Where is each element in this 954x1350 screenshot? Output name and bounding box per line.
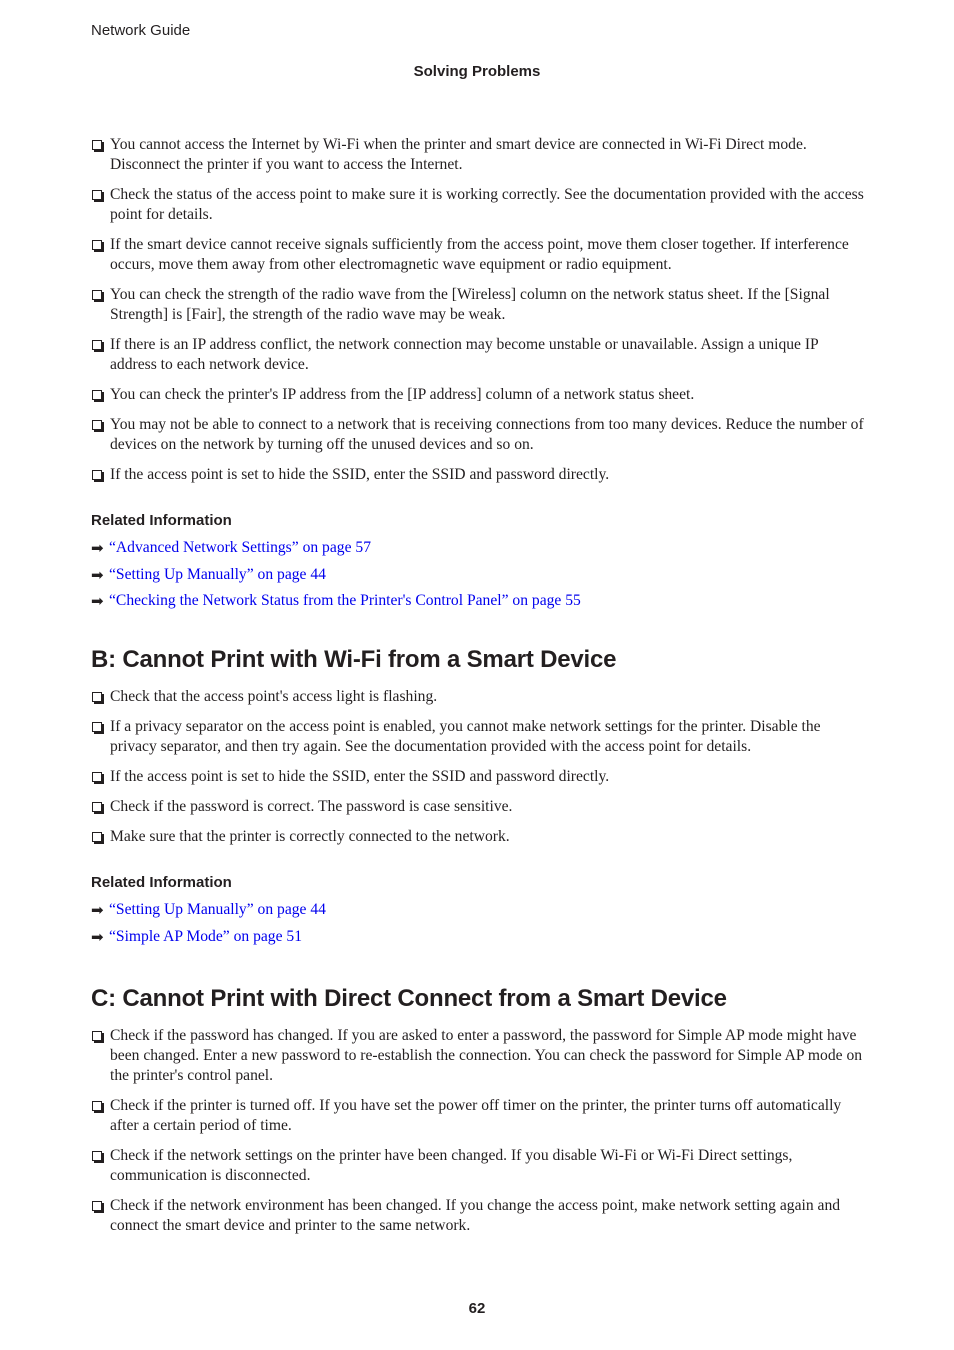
checkbox-bullet-icon <box>92 340 102 350</box>
list-item <box>91 285 866 325</box>
list-item-text: If a privacy separator on the access point is enabled, you cannot make network settings for the printer. Disable the privacy separator, and then try again. See the documentation provided with the access point for details. <box>110 718 821 755</box>
arrow-right-icon: ➡ <box>91 901 104 919</box>
link-advanced-network-settings[interactable]: “Advanced Network Settings” on page 57 <box>109 539 371 556</box>
section-heading-b: B: Cannot Print with Wi-Fi from a Smart Device <box>91 646 617 673</box>
list-item <box>91 1196 866 1236</box>
related-link-item <box>91 565 866 585</box>
list-item-text: If there is an IP address conflict, the network connection may become unstable or unavailable. Assign a unique IP address to each network device. <box>110 336 819 373</box>
checkbox-bullet-icon <box>92 1031 102 1041</box>
section-a-list <box>91 135 866 485</box>
page-number: 62 <box>468 1300 486 1317</box>
checkbox-bullet-icon <box>92 772 102 782</box>
checkbox-bullet-icon <box>92 1101 102 1111</box>
arrow-right-icon: ➡ <box>91 592 104 610</box>
checkbox-bullet-icon <box>92 240 102 250</box>
list-item <box>91 827 866 847</box>
list-item-text: You cannot access the Internet by Wi-Fi when the printer and smart device are connected in Wi-Fi Direct mode. Disconnect the printer if you want to access the Internet. <box>110 136 807 173</box>
checkbox-bullet-icon <box>92 420 102 430</box>
header-doc-title: Network Guide <box>91 22 191 39</box>
list-item <box>91 1096 866 1136</box>
list-item <box>91 797 866 817</box>
list-item-text: Check if the password is correct. The password is case sensitive. <box>110 798 513 815</box>
list-item-text: Check if the printer is turned off. If you have set the power off timer on the printer, the printer turns off automatically after a certain period of time. <box>110 1096 842 1134</box>
link-setting-up-manually[interactable]: “Setting Up Manually” on page 44 <box>109 901 326 918</box>
section-heading-c: C: Cannot Print with Direct Connect from a Smart Device <box>91 984 727 1012</box>
checkbox-bullet-icon <box>92 802 102 812</box>
link-simple-ap-mode[interactable]: “Simple AP Mode” on page 51 <box>109 927 303 945</box>
header-section-title: Solving Problems <box>413 63 541 80</box>
list-item-text: Check if the network settings on the printer have been changed. If you disable Wi-Fi or Wi-Fi Direct settings, communication is disconnected. <box>110 1146 793 1184</box>
list-item-text: Check if the password has changed. If you are asked to enter a password, the password for Simple AP mode might have been changed. Enter a new password to re-establish the connection. You can check the password for Simple AP mode on the printer's control panel. <box>110 1026 863 1084</box>
link-setting-up-manually[interactable]: “Setting Up Manually” on page 44 <box>109 565 326 583</box>
list-item-text: If the access point is set to hide the SSID, enter the SSID and password directly. <box>110 768 610 785</box>
list-item <box>91 335 866 375</box>
link-checking-network-status[interactable]: “Checking the Network Status from the Printer's Control Panel” on page 55 <box>109 592 581 609</box>
checkbox-bullet-icon <box>92 722 102 732</box>
list-item <box>91 1146 866 1186</box>
related-link-item <box>91 538 866 558</box>
section-c-list <box>91 1026 866 1236</box>
page-content <box>91 135 866 1246</box>
list-item <box>91 767 866 787</box>
list-item-text: Check the status of the access point to make sure it is working correctly. See the documentation provided with the access point for details. <box>110 186 864 223</box>
list-item-text: If the access point is set to hide the SSID, enter the SSID and password directly. <box>110 466 610 483</box>
list-item <box>91 687 866 707</box>
checkbox-bullet-icon <box>92 692 102 702</box>
list-item-text: If the smart device cannot receive signals sufficiently from the access point, move them closer together. If interference occurs, move them away from other electromagnetic wave equipment or radio equipment. <box>110 236 849 273</box>
list-item <box>91 385 866 405</box>
list-item <box>91 465 866 485</box>
related-link-item <box>91 900 866 920</box>
list-item-text: You can check the printer's IP address from the [IP address] column of a network status sheet. <box>110 386 695 403</box>
list-item-text: You can check the strength of the radio wave from the [Wireless] column on the network status sheet. If the [Signal Strength] is [Fair], the strength of the radio wave may be weak. <box>110 286 830 323</box>
related-links <box>91 538 866 611</box>
list-item <box>91 1026 866 1086</box>
related-links <box>91 900 866 947</box>
section-b-list <box>91 687 866 847</box>
list-item <box>91 717 866 757</box>
checkbox-bullet-icon <box>92 290 102 300</box>
related-information-heading: Related Information <box>91 874 232 891</box>
checkbox-bullet-icon <box>92 1151 102 1161</box>
checkbox-bullet-icon <box>92 190 102 200</box>
list-item <box>91 135 866 175</box>
checkbox-bullet-icon <box>92 832 102 842</box>
list-item-text: Check that the access point's access light is flashing. <box>110 688 438 705</box>
checkbox-bullet-icon <box>92 140 102 150</box>
arrow-right-icon: ➡ <box>91 539 104 557</box>
list-item-text: You may not be able to connect to a network that is receiving connections from too many devices. Reduce the number of devices on the network by turning off the unused devices and so on. <box>110 416 864 453</box>
list-item <box>91 415 866 455</box>
list-item-text: Make sure that the printer is correctly connected to the network. <box>110 828 510 845</box>
list-item-text: Check if the network environment has been changed. If you change the access point, make network setting again and connect the smart device and printer to the same network. <box>110 1196 841 1234</box>
arrow-right-icon: ➡ <box>91 565 104 584</box>
checkbox-bullet-icon <box>92 470 102 480</box>
related-link-item <box>91 591 866 611</box>
list-item <box>91 235 866 275</box>
checkbox-bullet-icon <box>92 1201 102 1211</box>
checkbox-bullet-icon <box>92 390 102 400</box>
related-information-heading: Related Information <box>91 512 232 529</box>
related-link-item <box>91 927 866 947</box>
list-item <box>91 185 866 225</box>
arrow-right-icon: ➡ <box>91 927 104 946</box>
